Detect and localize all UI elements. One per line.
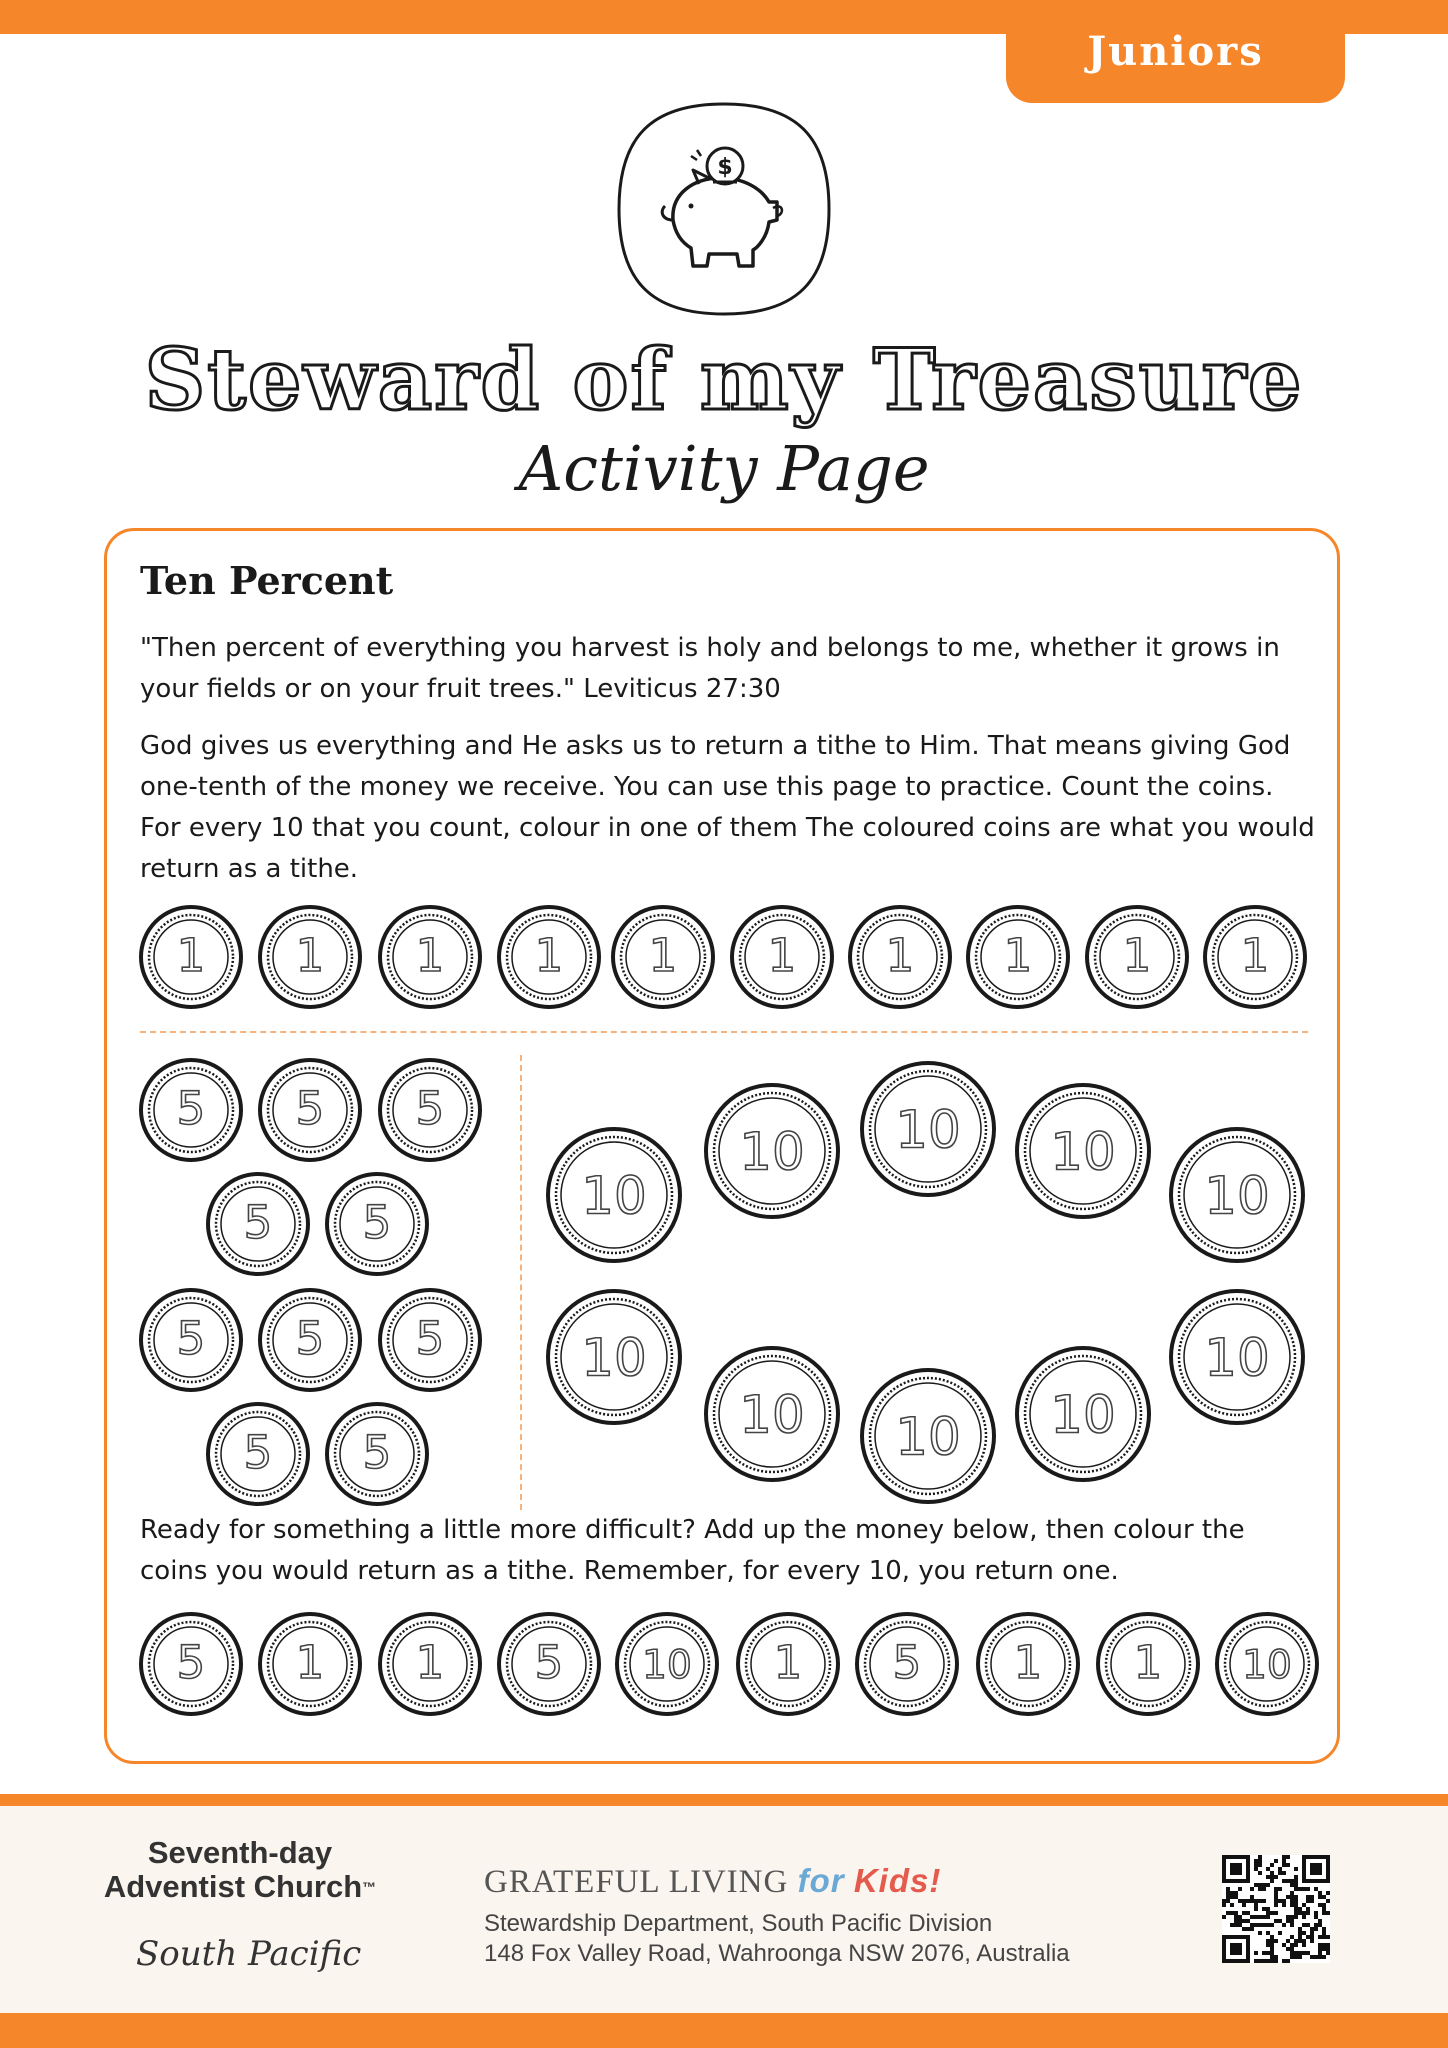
coin-one[interactable]: [1205, 907, 1305, 1007]
intro-line-4: return as a tithe.: [140, 854, 359, 884]
coin-mixed-value: 1: [1013, 1636, 1043, 1689]
coin-one[interactable]: [141, 907, 241, 1007]
verse-line-2: your fields or on your fruit trees." Leviticus 27:30: [140, 674, 781, 704]
coin-five-value: 5: [176, 1082, 206, 1135]
coin-mixed-value: 10: [1242, 1643, 1292, 1688]
coin-one-value: 1: [415, 929, 445, 982]
coin-one[interactable]: [499, 907, 599, 1007]
address-line-2: 148 Fox Valley Road, Wahroonga NSW 2076, Australia: [484, 1940, 1070, 1967]
coin-mixed[interactable]: [260, 1614, 360, 1714]
intro-line-3: For every 10 that you count, colour in one of them The coloured coins are what you would: [140, 813, 1315, 843]
coin-ten[interactable]: [1171, 1129, 1303, 1261]
coin-ten-value: 10: [895, 1100, 961, 1161]
coin-five[interactable]: [208, 1404, 308, 1504]
coin-five[interactable]: [380, 1290, 480, 1390]
intro-line-2: one-tenth of the money we receive. You can use this page to practice. Count the coins.: [140, 772, 1274, 802]
dashed-divider-vertical: [520, 1055, 522, 1510]
coin-ten-value: 10: [581, 1328, 647, 1389]
coin-mixed-value: 10: [642, 1643, 692, 1688]
coin-ten[interactable]: [706, 1085, 838, 1217]
coin-one[interactable]: [613, 907, 713, 1007]
coin-five-value: 5: [295, 1312, 325, 1365]
coin-five-value: 5: [362, 1196, 392, 1249]
coin-ten[interactable]: [1017, 1348, 1149, 1480]
piggy-bank-icon: [613, 98, 835, 320]
church-logo-text: [100, 1836, 380, 1904]
coin-five[interactable]: [327, 1404, 427, 1504]
challenge-line-1: Ready for something a little more difficult? Add up the money below, then colour the: [140, 1515, 1245, 1545]
coin-mixed-value: 5: [176, 1636, 206, 1689]
coin-ten[interactable]: [548, 1129, 680, 1261]
coin-five-value: 5: [362, 1426, 392, 1479]
coin-ten-value: 10: [1204, 1328, 1270, 1389]
grateful-living-logo: [484, 1862, 941, 1901]
coin-five[interactable]: [260, 1060, 360, 1160]
coin-five[interactable]: [327, 1174, 427, 1274]
coin-mixed-value: 5: [892, 1636, 922, 1689]
brand-for: for: [797, 1862, 845, 1899]
coin-one-value: 1: [1240, 929, 1270, 982]
coin-one-value: 1: [885, 929, 915, 982]
coin-ten-value: 10: [1050, 1122, 1116, 1183]
coin-mixed[interactable]: [857, 1614, 957, 1714]
coin-ten[interactable]: [862, 1063, 994, 1195]
grade-tab-label: Juniors: [1087, 28, 1264, 75]
coin-one-value: 1: [767, 929, 797, 982]
coin-five[interactable]: [141, 1060, 241, 1160]
coin-ten-value: 10: [895, 1407, 961, 1468]
dashed-divider-horizontal: [140, 1031, 1308, 1033]
coin-one[interactable]: [732, 907, 832, 1007]
coin-one[interactable]: [968, 907, 1068, 1007]
coin-ten[interactable]: [706, 1348, 838, 1480]
brand-main: GRATEFUL LIVING: [484, 1864, 789, 1900]
coin-mixed-value: 1: [415, 1636, 445, 1689]
coin-mixed[interactable]: [499, 1614, 599, 1714]
coin-ten[interactable]: [862, 1370, 994, 1502]
coin-one[interactable]: [850, 907, 950, 1007]
coin-ten-value: 10: [1204, 1166, 1270, 1227]
coin-mixed-value: 5: [534, 1636, 564, 1689]
coin-five[interactable]: [141, 1290, 241, 1390]
page-subtitle: Activity Page: [518, 432, 930, 505]
coin-ten-value: 10: [739, 1122, 805, 1183]
coin-one-value: 1: [295, 929, 325, 982]
coin-five-value: 5: [243, 1426, 273, 1479]
coin-five[interactable]: [380, 1060, 480, 1160]
coin-one-value: 1: [1122, 929, 1152, 982]
footer-accent-band-top: [0, 1794, 1448, 1806]
section-heading: Ten Percent: [140, 558, 394, 603]
intro-line-1: God gives us everything and He asks us to return a tithe to Him. That means giving God: [140, 731, 1291, 761]
footer-accent-band-bottom: [0, 2013, 1448, 2048]
coin-one-value: 1: [1003, 929, 1033, 982]
coin-ten-value: 10: [739, 1385, 805, 1446]
coin-five[interactable]: [208, 1174, 308, 1274]
church-name-line-2: Adventist Church™: [103, 1869, 377, 1904]
coin-five-value: 5: [415, 1312, 445, 1365]
coin-mixed[interactable]: [141, 1614, 241, 1714]
verse-line-1: "Then percent of everything you harvest is holy and belongs to me, whether it grows in: [140, 633, 1280, 663]
coin-one[interactable]: [1087, 907, 1187, 1007]
qr-code-icon[interactable]: [1222, 1855, 1330, 1963]
address-line-1: Stewardship Department, South Pacific Division: [484, 1910, 993, 1937]
coin-mixed[interactable]: [1098, 1614, 1198, 1714]
page-title: Steward of my Treasure: [144, 330, 1304, 429]
coin-mixed-value: 1: [295, 1636, 325, 1689]
coin-mixed[interactable]: [617, 1614, 717, 1714]
coin-mixed-value: 1: [1133, 1636, 1163, 1689]
coin-five-value: 5: [295, 1082, 325, 1135]
coin-one-value: 1: [176, 929, 206, 982]
church-name-line-1: Seventh-day: [147, 1835, 333, 1870]
coin-one[interactable]: [380, 907, 480, 1007]
coin-ten-value: 10: [1050, 1385, 1116, 1446]
coin-mixed[interactable]: [380, 1614, 480, 1714]
coin-one-value: 1: [648, 929, 678, 982]
coin-mixed[interactable]: [738, 1614, 838, 1714]
coin-one-value: 1: [534, 929, 564, 982]
coin-five[interactable]: [260, 1290, 360, 1390]
coin-mixed-value: 1: [773, 1636, 803, 1689]
brand-kids: Kids!: [853, 1862, 942, 1899]
svg-text:$: $: [717, 155, 733, 180]
challenge-line-2: coins you would return as a tithe. Remember, for every 10, you return one.: [140, 1556, 1119, 1586]
coin-five-value: 5: [415, 1082, 445, 1135]
grade-tab: [1006, 0, 1345, 103]
coin-ten[interactable]: [1171, 1291, 1303, 1423]
coin-mixed[interactable]: [1217, 1614, 1317, 1714]
coin-ten-value: 10: [581, 1166, 647, 1227]
coin-one[interactable]: [260, 907, 360, 1007]
coin-mixed[interactable]: [978, 1614, 1078, 1714]
coin-ten[interactable]: [1017, 1085, 1149, 1217]
coin-ten[interactable]: [548, 1291, 680, 1423]
church-region: South Pacific: [136, 1934, 362, 1974]
coin-five-value: 5: [176, 1312, 206, 1365]
coin-five-value: 5: [243, 1196, 273, 1249]
